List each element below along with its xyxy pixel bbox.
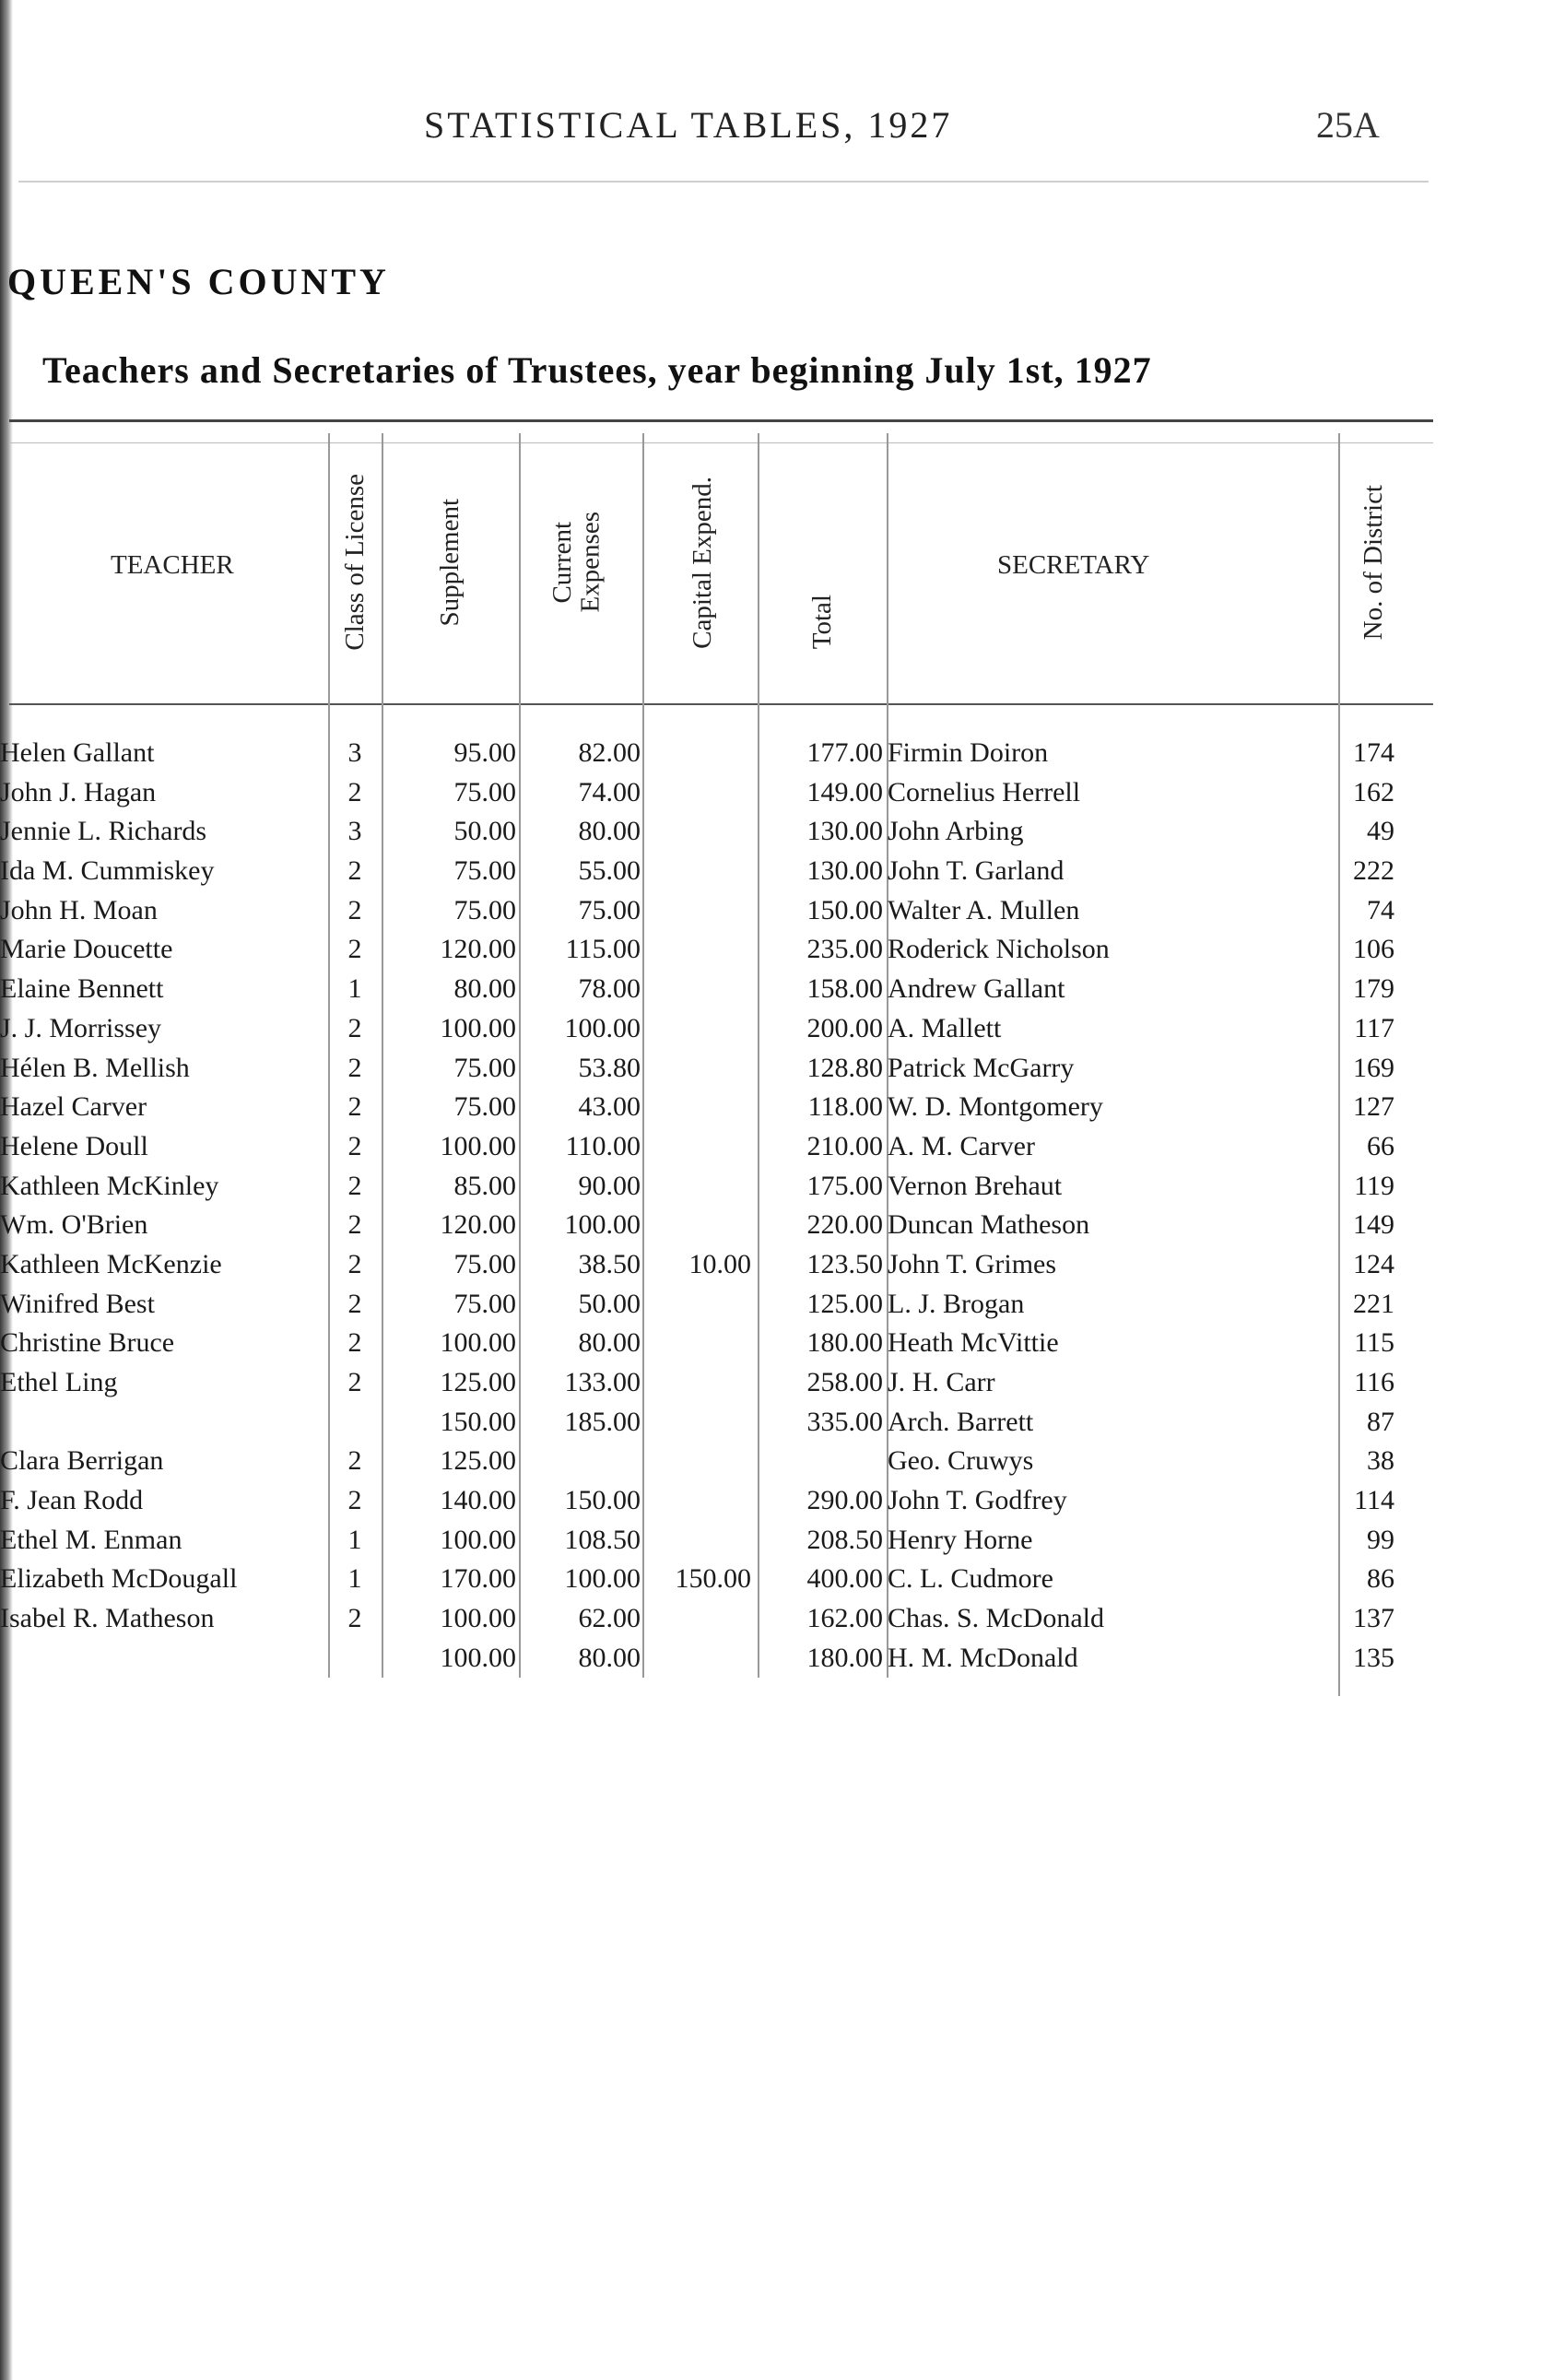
supplement-amount: 100.00 (440, 1524, 516, 1555)
total-amount: 125.00 (806, 1288, 883, 1319)
class-of-license: 2 (347, 1327, 362, 1359)
district-number: 115 (1354, 1327, 1394, 1359)
current-expenses: 55.00 (578, 855, 641, 887)
table-body (0, 737, 1438, 1682)
table-row (0, 1367, 1438, 1407)
district-number: 38 (1367, 1445, 1394, 1477)
secretary-name: Chas. S. McDonald (888, 1603, 1104, 1634)
total-amount: 158.00 (806, 973, 883, 1005)
total-amount: 400.00 (806, 1563, 883, 1595)
teacher-name: Winifred Best (0, 1288, 155, 1319)
class-of-license: 2 (347, 1367, 362, 1397)
teacher-name: Wm. O'Brien (0, 1209, 148, 1241)
district-number: 179 (1353, 973, 1394, 1005)
supplement-amount: 75.00 (453, 1248, 516, 1279)
teacher-name: Helen Gallant (0, 737, 155, 768)
total-amount: 200.00 (806, 1012, 883, 1043)
teacher-name: Kathleen McKenzie (0, 1248, 222, 1279)
total-amount: 123.50 (806, 1248, 883, 1279)
district-number: 162 (1353, 776, 1394, 807)
secretary-name: Andrew Gallant (888, 973, 1065, 1005)
teacher-name: Kathleen McKinley (0, 1170, 219, 1201)
county-heading: QUEEN'S COUNTY (7, 261, 390, 302)
supplement-amount: 75.00 (453, 1091, 516, 1123)
current-expenses: 80.00 (578, 1327, 641, 1359)
total-amount: 149.00 (806, 776, 883, 807)
header-capital-expend: Capital Expend. (687, 476, 717, 649)
class-of-license: 2 (347, 1603, 362, 1634)
secretary-name: W. D. Montgomery (888, 1091, 1103, 1123)
class-of-license: 3 (347, 816, 362, 847)
table-row (0, 1445, 1438, 1485)
class-of-license: 2 (347, 1485, 362, 1516)
table-row (0, 1171, 1438, 1210)
secretary-name: H. M. McDonald (888, 1642, 1078, 1673)
district-number: 221 (1353, 1288, 1394, 1319)
class-of-license: 2 (347, 934, 362, 965)
teacher-name: Ida M. Cummiskey (0, 855, 215, 887)
table-row (0, 1643, 1438, 1682)
secretary-name: A. M. Carver (888, 1130, 1035, 1161)
total-amount: 150.00 (806, 894, 883, 925)
header-class-of-license: Class of License (339, 474, 370, 651)
page-number: 25A (1316, 104, 1380, 146)
supplement-amount: 100.00 (440, 1130, 516, 1161)
teacher-name: Jennie L. Richards (0, 816, 207, 847)
secretary-name: Vernon Brehaut (888, 1170, 1063, 1201)
supplement-amount: 50.00 (453, 816, 516, 847)
secretary-name: John T. Godfrey (888, 1485, 1067, 1516)
district-number: 49 (1367, 816, 1394, 847)
secretary-name: Geo. Cruwys (888, 1445, 1034, 1477)
supplement-amount: 75.00 (453, 855, 516, 887)
class-of-license: 2 (347, 1012, 362, 1043)
class-of-license: 2 (347, 1130, 362, 1161)
table-row (0, 1131, 1438, 1171)
total-amount: 235.00 (806, 934, 883, 965)
total-amount: 180.00 (806, 1642, 883, 1673)
current-expenses: 74.00 (578, 776, 641, 807)
teacher-name: Hazel Carver (0, 1091, 147, 1123)
secretary-name: A. Mallett (888, 1012, 1002, 1043)
current-expenses: 53.80 (578, 1052, 641, 1083)
teacher-name: Elizabeth McDougall (0, 1563, 238, 1595)
secretary-name: L. J. Brogan (888, 1288, 1025, 1319)
teacher-name: Ethel M. Enman (0, 1524, 182, 1555)
total-amount: 335.00 (806, 1406, 883, 1437)
supplement-amount: 75.00 (453, 1288, 516, 1319)
secretary-name: Patrick McGarry (888, 1052, 1075, 1083)
table-row (0, 1091, 1438, 1131)
current-expenses: 185.00 (564, 1406, 641, 1437)
table-row (0, 973, 1438, 1013)
table-row (0, 1013, 1438, 1053)
district-number: 119 (1354, 1170, 1394, 1201)
secretary-name: Cornelius Herrell (888, 776, 1081, 807)
current-expenses: 110.00 (565, 1130, 641, 1161)
teacher-name: J. J. Morrissey (0, 1012, 162, 1043)
table-row (0, 1327, 1438, 1367)
district-number: 135 (1353, 1642, 1394, 1673)
supplement-amount: 75.00 (453, 1052, 516, 1083)
teacher-name: Christine Bruce (0, 1327, 175, 1359)
total-amount: 208.50 (806, 1524, 883, 1555)
teacher-name: Elaine Bennett (0, 973, 164, 1005)
header-supplement: Supplement (434, 498, 465, 627)
total-amount: 118.00 (807, 1091, 883, 1123)
header-teacher: TEACHER (111, 550, 234, 580)
secretary-name: Walter A. Mullen (888, 894, 1080, 925)
class-of-license: 2 (347, 776, 362, 807)
secretary-name: John Arbing (888, 816, 1024, 847)
current-expenses: 43.00 (578, 1091, 641, 1123)
teacher-name: Isabel R. Matheson (0, 1603, 215, 1634)
supplement-amount: 100.00 (440, 1603, 516, 1634)
supplement-amount: 125.00 (440, 1445, 516, 1477)
district-number: 114 (1354, 1485, 1394, 1516)
district-number: 74 (1367, 894, 1394, 925)
secretary-name: Roderick Nicholson (888, 934, 1110, 965)
supplement-amount: 80.00 (453, 973, 516, 1005)
table-row (0, 1485, 1438, 1525)
table-row (0, 816, 1438, 855)
district-number: 174 (1353, 737, 1394, 768)
table-row (0, 934, 1438, 973)
supplement-amount: 100.00 (440, 1012, 516, 1043)
secretary-name: Henry Horne (888, 1524, 1033, 1555)
table-row (0, 855, 1438, 895)
supplement-amount: 100.00 (440, 1327, 516, 1359)
current-expenses: 78.00 (578, 973, 641, 1005)
supplement-amount: 100.00 (440, 1642, 516, 1673)
class-of-license: 2 (347, 1445, 362, 1477)
teacher-name: Hélen B. Mellish (0, 1052, 190, 1083)
current-expenses: 100.00 (564, 1563, 641, 1595)
secretary-name: Arch. Barrett (888, 1406, 1034, 1437)
total-amount: 175.00 (806, 1170, 883, 1201)
secretary-name: John T. Grimes (888, 1248, 1057, 1279)
teacher-name: Ethel Ling (0, 1367, 118, 1397)
current-expenses: 75.00 (578, 894, 641, 925)
running-title: STATISTICAL TABLES, 1927 (424, 104, 953, 146)
district-number: 127 (1353, 1091, 1394, 1123)
secretary-name: Firmin Doiron (888, 737, 1049, 768)
secretary-name: J. H. Carr (888, 1367, 995, 1397)
table-row (0, 1407, 1438, 1446)
current-expenses: 100.00 (564, 1012, 641, 1043)
district-number: 106 (1353, 934, 1394, 965)
teacher-name: John J. Hagan (0, 776, 157, 807)
header-secretary: SECRETARY (997, 550, 1150, 580)
header-rule (18, 181, 1429, 183)
total-amount: 290.00 (806, 1485, 883, 1516)
class-of-license: 2 (347, 1170, 362, 1201)
table-row (0, 1525, 1438, 1564)
supplement-amount: 140.00 (440, 1485, 516, 1516)
district-number: 117 (1354, 1012, 1394, 1043)
class-of-license: 2 (347, 894, 362, 925)
district-number: 87 (1367, 1406, 1394, 1437)
supplement-amount: 120.00 (440, 934, 516, 965)
class-of-license: 2 (347, 855, 362, 887)
total-amount: 130.00 (806, 855, 883, 887)
header-current-expenses: Current Expenses (547, 512, 605, 613)
total-amount: 180.00 (806, 1327, 883, 1359)
secretary-name: C. L. Cudmore (888, 1563, 1053, 1595)
table-row (0, 777, 1438, 817)
table-row (0, 1563, 1438, 1603)
table-row (0, 737, 1438, 777)
total-amount: 162.00 (806, 1603, 883, 1634)
secretary-name: Heath McVittie (888, 1327, 1059, 1359)
table-top-rule (9, 419, 1433, 422)
supplement-amount: 125.00 (440, 1367, 516, 1397)
table-row (0, 895, 1438, 935)
district-number: 222 (1353, 855, 1394, 887)
class-of-license: 3 (347, 737, 362, 768)
district-number: 169 (1353, 1052, 1394, 1083)
table-row (0, 1209, 1438, 1249)
current-expenses: 38.50 (578, 1248, 641, 1279)
teacher-name: F. Jean Rodd (0, 1485, 144, 1516)
district-number: 86 (1367, 1563, 1394, 1595)
current-expenses: 100.00 (564, 1209, 641, 1241)
supplement-amount: 75.00 (453, 776, 516, 807)
header-total: Total (806, 595, 837, 650)
district-number: 116 (1354, 1367, 1394, 1397)
district-number: 66 (1367, 1130, 1394, 1161)
current-expenses: 108.50 (564, 1524, 641, 1555)
district-number: 99 (1367, 1524, 1394, 1555)
class-of-license: 2 (347, 1288, 362, 1319)
total-amount: 128.80 (806, 1052, 883, 1083)
district-number: 124 (1353, 1248, 1394, 1279)
class-of-license: 1 (347, 973, 362, 1005)
capital-expend: 150.00 (675, 1563, 751, 1595)
current-expenses: 82.00 (578, 737, 641, 768)
class-of-license: 1 (347, 1563, 362, 1595)
current-expenses: 115.00 (565, 934, 641, 965)
current-expenses: 50.00 (578, 1288, 641, 1319)
total-amount: 210.00 (806, 1130, 883, 1161)
teacher-name: John H. Moan (0, 894, 158, 925)
table-header-rule (9, 703, 1433, 705)
current-expenses: 80.00 (578, 1642, 641, 1673)
header-no-of-district: No. of District (1358, 484, 1388, 641)
supplement-amount: 95.00 (453, 737, 516, 768)
class-of-license: 2 (347, 1091, 362, 1123)
table-row (0, 1053, 1438, 1092)
secretary-name: John T. Garland (888, 855, 1065, 887)
supplement-amount: 85.00 (453, 1170, 516, 1201)
current-expenses: 90.00 (578, 1170, 641, 1201)
current-expenses: 133.00 (564, 1367, 641, 1397)
district-number: 137 (1353, 1603, 1394, 1634)
secretary-name: Duncan Matheson (888, 1209, 1090, 1241)
table-row (0, 1603, 1438, 1643)
supplement-amount: 150.00 (440, 1406, 516, 1437)
supplement-amount: 120.00 (440, 1209, 516, 1241)
table-top-rule-secondary (9, 442, 1433, 443)
current-expenses: 150.00 (564, 1485, 641, 1516)
table-row (0, 1249, 1438, 1289)
total-amount: 220.00 (806, 1209, 883, 1241)
class-of-license: 1 (347, 1524, 362, 1555)
class-of-license: 2 (347, 1248, 362, 1279)
teacher-name: Helene Doull (0, 1130, 148, 1161)
table-row (0, 1289, 1438, 1328)
current-expenses: 62.00 (578, 1603, 641, 1634)
class-of-license: 2 (347, 1052, 362, 1083)
teacher-name: Marie Doucette (0, 934, 173, 965)
capital-expend: 10.00 (688, 1248, 751, 1279)
total-amount: 177.00 (806, 737, 883, 768)
current-expenses: 80.00 (578, 816, 641, 847)
supplement-amount: 75.00 (453, 894, 516, 925)
teacher-name: Clara Berrigan (0, 1445, 164, 1477)
district-number: 149 (1353, 1209, 1394, 1241)
supplement-amount: 170.00 (440, 1563, 516, 1595)
total-amount: 130.00 (806, 816, 883, 847)
total-amount: 258.00 (806, 1367, 883, 1397)
table-subtitle: Teachers and Secretaries of Trustees, year beginning July 1st, 1927 (42, 349, 1152, 391)
class-of-license: 2 (347, 1209, 362, 1241)
